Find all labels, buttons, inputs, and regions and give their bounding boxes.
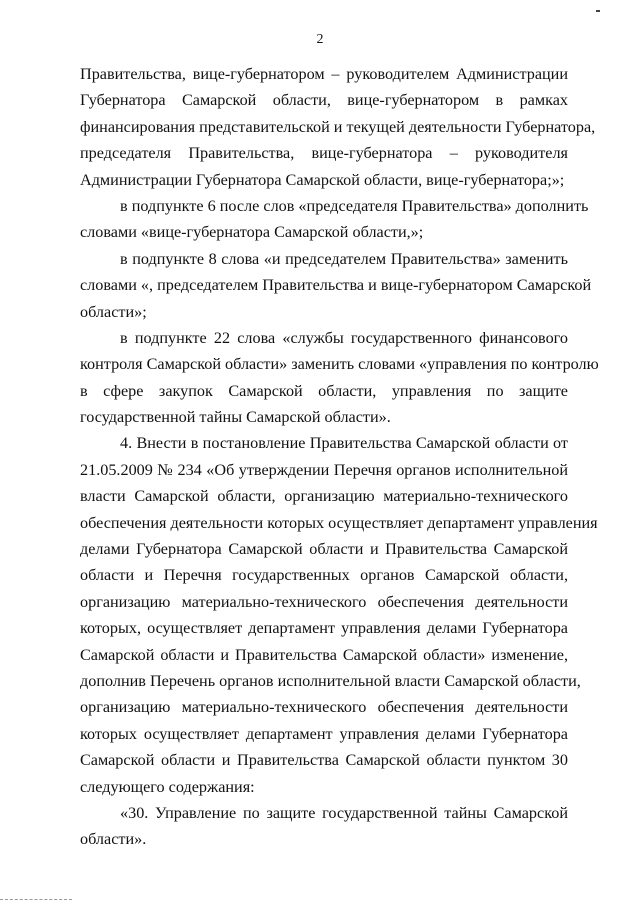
text-line: словами «вице-губернатора Самарской области,»; — [80, 223, 424, 242]
text-line: делами Губернатора Самарской области и Правительства Самарской — [80, 540, 568, 559]
text-line: области». — [80, 830, 147, 849]
text-line: государственной тайны Самарской области». — [80, 408, 391, 427]
text-line: которых, осуществляет департамент управления делами Губернатора — [80, 619, 568, 638]
text-line: обеспечения деятельности которых осуществляет департамент управления — [80, 513, 598, 532]
text-line: дополнив Перечень органов исполнительной власти Самарской области, — [80, 671, 581, 690]
scan-edge-line — [0, 899, 72, 901]
text-line: контроля Самарской области» заменить словами «управления по контролю — [80, 355, 599, 374]
text-line: председателя Правительства, вице-губернатора – руководителя — [80, 144, 568, 163]
text-line: следующего содержания: — [80, 777, 255, 796]
text-line: 4. Внести в постановление Правительства Самарской области от — [120, 434, 568, 453]
text-line: организацию материально-технического обеспечения деятельности — [80, 698, 568, 717]
scan-artifact — [596, 10, 600, 12]
text-line: организацию материально-технического обеспечения деятельности — [80, 592, 568, 611]
text-line: в сфере закупок Самарской области, управления по защите — [80, 381, 568, 400]
text-line: 21.05.2009 № 234 «Об утверждении Перечня органов исполнительной — [80, 460, 568, 479]
text-line: словами «, председателем Правительства и вице-губернатором Самарской — [80, 276, 592, 295]
document-body — [80, 61, 599, 853]
text-line: Правительства, вице-губернатором – руководителем Администрации — [80, 65, 568, 83]
text-line: власти Самарской области, организацию материально-технического — [80, 487, 568, 506]
page-number: 2 — [316, 32, 324, 47]
text-line: которых осуществляет департамент управления делами Губернатора — [80, 724, 568, 743]
text-line: Губернатора Самарской области, вице-губернатором в рамках — [80, 91, 568, 110]
text-line: Самарской области и Правительства Самарской области» изменение, — [80, 645, 568, 664]
text-line: в подпункте 6 после слов «председателя Правительства» дополнить — [120, 196, 589, 215]
text-line: «30. Управление по защите государственной тайны Самарской — [120, 803, 568, 822]
text-line: Самарской области и Правительства Самарской области пунктом 30 — [80, 751, 568, 770]
text-line: в подпункте 22 слова «службы государственного финансового — [120, 328, 568, 347]
text-line: в подпункте 8 слова «и председателем Правительства» заменить — [120, 249, 568, 268]
text-line: финансирования представительской и текущей деятельности Губернатора, — [80, 117, 596, 136]
text-line: области и Перечня государственных органов Самарской области, — [80, 566, 568, 585]
text-line: области»; — [80, 302, 147, 321]
text-line: Администрации Губернатора Самарской области, вице-губернатора;»; — [80, 170, 565, 189]
